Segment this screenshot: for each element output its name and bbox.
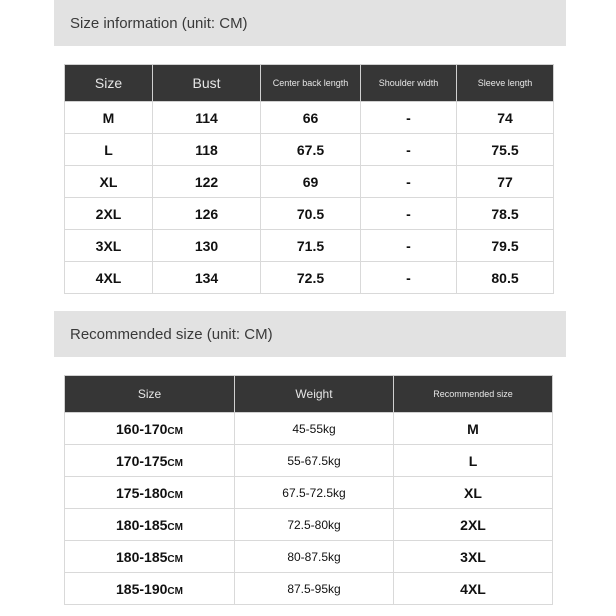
shoulder-width-cell: - bbox=[361, 102, 457, 134]
size-information-header bbox=[54, 0, 566, 46]
size-cell: 3XL bbox=[65, 230, 153, 262]
height-cell bbox=[65, 445, 235, 477]
column-header-height: Size bbox=[65, 376, 235, 413]
center-back-length-cell: 71.5 bbox=[261, 230, 361, 262]
sleeve-length-cell: 78.5 bbox=[457, 198, 554, 230]
recommended-size-cell: 3XL bbox=[394, 541, 553, 573]
bust-cell: 130 bbox=[153, 230, 261, 262]
table-row bbox=[65, 134, 554, 166]
height-unit: CM bbox=[167, 521, 183, 533]
table-row bbox=[65, 509, 553, 541]
bust-cell: 118 bbox=[153, 134, 261, 166]
center-back-length-cell: 66 bbox=[261, 102, 361, 134]
sleeve-length-cell: 75.5 bbox=[457, 134, 554, 166]
weight-cell: 80-87.5kg bbox=[235, 541, 394, 573]
sleeve-length-cell: 79.5 bbox=[457, 230, 554, 262]
center-back-length-cell: 67.5 bbox=[261, 134, 361, 166]
size-cell: 2XL bbox=[65, 198, 153, 230]
column-header-sleeve-length: Sleeve length bbox=[457, 65, 554, 102]
column-header-weight: Weight bbox=[235, 376, 394, 413]
table-row bbox=[65, 262, 554, 294]
bust-cell: 134 bbox=[153, 262, 261, 294]
table-row bbox=[65, 477, 553, 509]
recommended-size-cell: M bbox=[394, 413, 553, 445]
height-range: 175-180 bbox=[116, 484, 168, 501]
height-unit: CM bbox=[167, 457, 183, 469]
bust-cell: 122 bbox=[153, 166, 261, 198]
size-cell: M bbox=[65, 102, 153, 134]
shoulder-width-cell: - bbox=[361, 134, 457, 166]
weight-cell: 67.5-72.5kg bbox=[235, 477, 394, 509]
weight-cell: 55-67.5kg bbox=[235, 445, 394, 477]
height-cell bbox=[65, 573, 235, 605]
table-row bbox=[65, 445, 553, 477]
recommended-size-cell: L bbox=[394, 445, 553, 477]
table-row bbox=[65, 102, 554, 134]
table-row bbox=[65, 573, 553, 605]
height-range: 180-185 bbox=[116, 516, 168, 533]
weight-cell: 87.5-95kg bbox=[235, 573, 394, 605]
table-row bbox=[65, 166, 554, 198]
weight-cell: 45-55kg bbox=[235, 413, 394, 445]
weight-cell: 72.5-80kg bbox=[235, 509, 394, 541]
height-unit: CM bbox=[167, 553, 183, 565]
shoulder-width-cell: - bbox=[361, 262, 457, 294]
height-cell bbox=[65, 509, 235, 541]
recommended-size-cell: 4XL bbox=[394, 573, 553, 605]
height-cell bbox=[65, 541, 235, 573]
column-header-size: Size bbox=[65, 65, 153, 102]
shoulder-width-cell: - bbox=[361, 230, 457, 262]
height-cell bbox=[65, 413, 235, 445]
shoulder-width-cell: - bbox=[361, 166, 457, 198]
size-cell: L bbox=[65, 134, 153, 166]
center-back-length-cell: 70.5 bbox=[261, 198, 361, 230]
size-cell: 4XL bbox=[65, 262, 153, 294]
height-unit: CM bbox=[167, 425, 183, 437]
center-back-length-cell: 69 bbox=[261, 166, 361, 198]
bust-cell: 126 bbox=[153, 198, 261, 230]
table-row bbox=[65, 413, 553, 445]
size-information-table bbox=[64, 64, 554, 294]
column-header-bust: Bust bbox=[153, 65, 261, 102]
column-header-center-back-length: Center back length bbox=[261, 65, 361, 102]
recommended-size-table bbox=[64, 375, 553, 605]
height-range: 160-170 bbox=[116, 420, 168, 437]
height-cell bbox=[65, 477, 235, 509]
height-unit: CM bbox=[167, 585, 183, 597]
size-cell: XL bbox=[65, 166, 153, 198]
sleeve-length-cell: 80.5 bbox=[457, 262, 554, 294]
recommended-size-title: Recommended size (unit: CM) bbox=[70, 325, 273, 343]
table-row bbox=[65, 541, 553, 573]
height-unit: CM bbox=[167, 489, 183, 501]
size-information-title: Size information (unit: CM) bbox=[70, 14, 248, 32]
size-table-header-row bbox=[65, 65, 554, 102]
recommended-size-cell: XL bbox=[394, 477, 553, 509]
center-back-length-cell: 72.5 bbox=[261, 262, 361, 294]
height-range: 185-190 bbox=[116, 580, 168, 597]
column-header-shoulder-width: Shoulder width bbox=[361, 65, 457, 102]
sleeve-length-cell: 74 bbox=[457, 102, 554, 134]
shoulder-width-cell: - bbox=[361, 198, 457, 230]
recommended-size-header bbox=[54, 311, 566, 357]
column-header-recommended-size: Recommended size bbox=[394, 376, 553, 413]
recommended-size-cell: 2XL bbox=[394, 509, 553, 541]
sleeve-length-cell: 77 bbox=[457, 166, 554, 198]
height-range: 170-175 bbox=[116, 452, 168, 469]
bust-cell: 114 bbox=[153, 102, 261, 134]
height-range: 180-185 bbox=[116, 548, 168, 565]
recommended-table-header-row bbox=[65, 376, 553, 413]
table-row bbox=[65, 198, 554, 230]
table-row bbox=[65, 230, 554, 262]
